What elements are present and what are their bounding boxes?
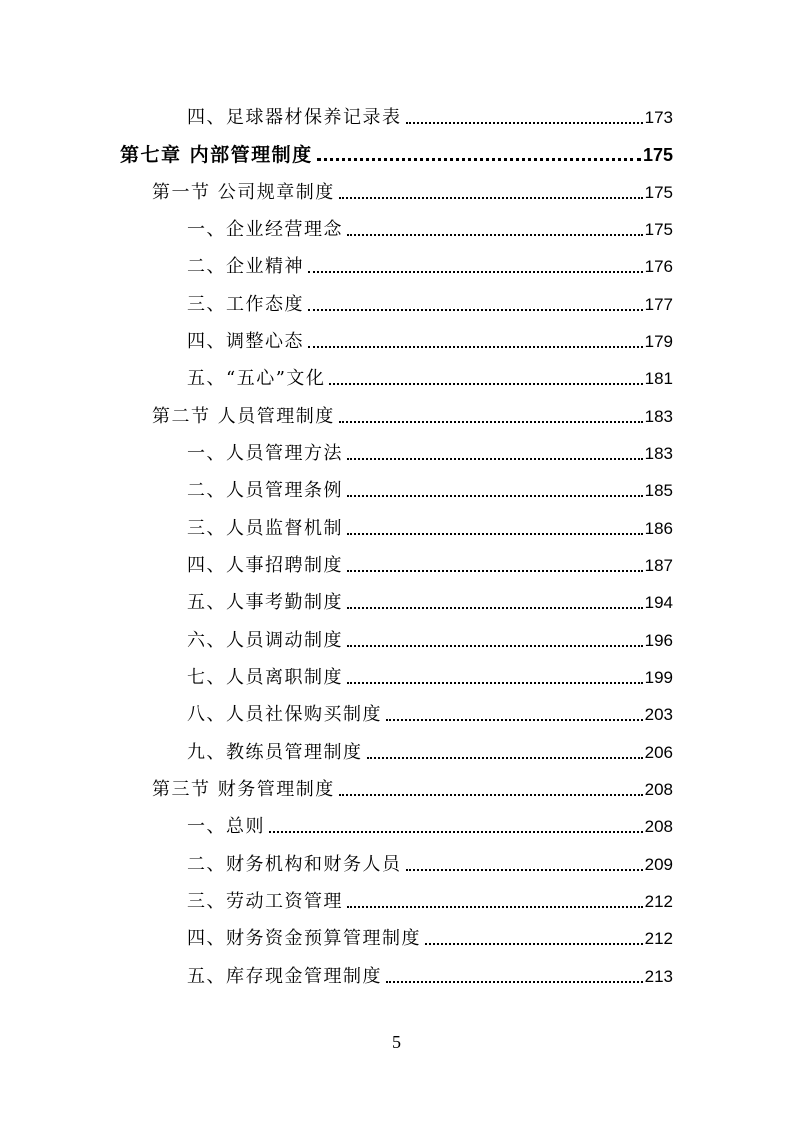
toc-entry[interactable] — [187, 697, 673, 727]
toc-entry[interactable] — [187, 809, 673, 839]
dot-leader — [339, 794, 643, 796]
toc-entry-page: 179 — [644, 332, 673, 351]
toc-section[interactable] — [152, 772, 673, 802]
dot-leader — [347, 234, 643, 236]
toc-entry-page: 194 — [644, 593, 673, 612]
toc-entry-label: 一、总则 — [187, 816, 265, 837]
toc-entry-page: 186 — [644, 519, 673, 538]
dot-leader — [347, 906, 643, 908]
toc-entry-label: 三、劳动工资管理 — [187, 891, 343, 912]
dot-leader — [317, 158, 641, 161]
toc-entry-page: 212 — [644, 892, 673, 911]
toc-entry-label: 二、企业精神 — [187, 256, 304, 277]
toc-section-label: 第二节 人员管理制度 — [152, 406, 335, 427]
toc-section[interactable] — [152, 399, 673, 429]
toc-section-page: 208 — [644, 780, 673, 799]
toc-entry-page: 185 — [644, 481, 673, 500]
toc-entry-label: 四、人事招聘制度 — [187, 555, 343, 576]
toc-entry-label: 五、人事考勤制度 — [187, 592, 343, 613]
toc-chapter[interactable] — [120, 137, 673, 167]
dot-leader — [308, 346, 643, 348]
toc-entry-page: 208 — [644, 817, 673, 836]
dot-leader — [308, 271, 643, 273]
toc-entry[interactable] — [187, 921, 673, 951]
dot-leader — [386, 981, 643, 983]
dot-leader — [406, 122, 643, 124]
dot-leader — [339, 197, 643, 199]
toc-entry-label: 九、教练员管理制度 — [187, 742, 363, 763]
toc-entry-label: 八、人员社保购买制度 — [187, 704, 382, 725]
dot-leader — [367, 757, 643, 759]
toc-entry-label: 三、人员监督机制 — [187, 518, 343, 539]
toc-entry-label: 二、财务机构和财务人员 — [187, 854, 402, 875]
toc-entry-label: 四、足球器材保养记录表 — [187, 107, 402, 128]
toc-entry-page: 181 — [644, 369, 673, 388]
toc-entry[interactable] — [187, 884, 673, 914]
toc-entry-page: 213 — [644, 967, 673, 986]
toc-entry-page: 175 — [644, 220, 673, 239]
toc-entry-page: 173 — [644, 108, 673, 127]
toc-entry-label: 二、人员管理条例 — [187, 480, 343, 501]
toc-entry-page: 212 — [644, 929, 673, 948]
dot-leader — [406, 869, 643, 871]
dot-leader — [425, 943, 643, 945]
toc-entry[interactable] — [187, 436, 673, 466]
toc-entry[interactable] — [187, 511, 673, 541]
toc-entry-page: 206 — [644, 743, 673, 762]
dot-leader — [347, 645, 643, 647]
toc-entry-label: 一、人员管理方法 — [187, 443, 343, 464]
dot-leader — [347, 533, 643, 535]
toc-section-page: 175 — [644, 183, 673, 202]
toc-section-label: 第一节 公司规章制度 — [152, 182, 335, 203]
toc-entry-page: 209 — [644, 855, 673, 874]
toc-entry[interactable] — [187, 361, 673, 391]
toc-entry-label: 六、人员调动制度 — [187, 630, 343, 651]
dot-leader — [347, 570, 643, 572]
dot-leader — [347, 495, 643, 497]
toc-entry-page: 176 — [644, 257, 673, 276]
dot-leader — [269, 831, 643, 833]
toc-entry[interactable] — [187, 959, 673, 989]
toc-entry-label: 一、企业经营理念 — [187, 219, 343, 240]
toc-entry[interactable] — [187, 100, 673, 130]
toc-entry[interactable] — [187, 847, 673, 877]
toc-chapter-page: 175 — [642, 145, 673, 165]
dot-leader — [347, 607, 643, 609]
toc-entry-label: 五、库存现金管理制度 — [187, 966, 382, 987]
toc-entry-label: 七、人员离职制度 — [187, 667, 343, 688]
toc-entry[interactable] — [187, 660, 673, 690]
toc-entry-page: 183 — [644, 444, 673, 463]
toc-entry[interactable] — [187, 249, 673, 279]
dot-leader — [329, 383, 642, 385]
dot-leader — [347, 458, 643, 460]
toc-entry[interactable] — [187, 548, 673, 578]
toc-entry[interactable] — [187, 585, 673, 615]
dot-leader — [347, 682, 643, 684]
toc-chapter-label: 第七章 内部管理制度 — [120, 144, 313, 166]
toc-entry[interactable] — [187, 212, 673, 242]
toc-section-label: 第三节 财务管理制度 — [152, 779, 335, 800]
toc-entry-label: 五、“五心”文化 — [187, 368, 326, 389]
page-number: 5 — [392, 1032, 401, 1052]
dot-leader — [339, 421, 643, 423]
toc-entry-label: 三、工作态度 — [187, 294, 304, 315]
dot-leader — [308, 309, 643, 311]
toc-entry[interactable] — [187, 473, 673, 503]
dot-leader — [386, 719, 643, 721]
toc-entry-page: 196 — [644, 631, 673, 650]
toc-entry-page: 199 — [644, 668, 673, 687]
toc-entry[interactable] — [187, 623, 673, 653]
toc-section[interactable] — [152, 175, 673, 205]
toc-section-page: 183 — [644, 407, 673, 426]
toc-entry-label: 四、调整心态 — [187, 331, 304, 352]
toc-entry-page: 177 — [644, 295, 673, 314]
toc-entry[interactable] — [187, 324, 673, 354]
toc-entry-page: 203 — [644, 705, 673, 724]
toc-entry-page: 187 — [644, 556, 673, 575]
toc-entry-label: 四、财务资金预算管理制度 — [187, 928, 421, 949]
toc-entry[interactable] — [187, 735, 673, 765]
toc-entry[interactable] — [187, 287, 673, 317]
